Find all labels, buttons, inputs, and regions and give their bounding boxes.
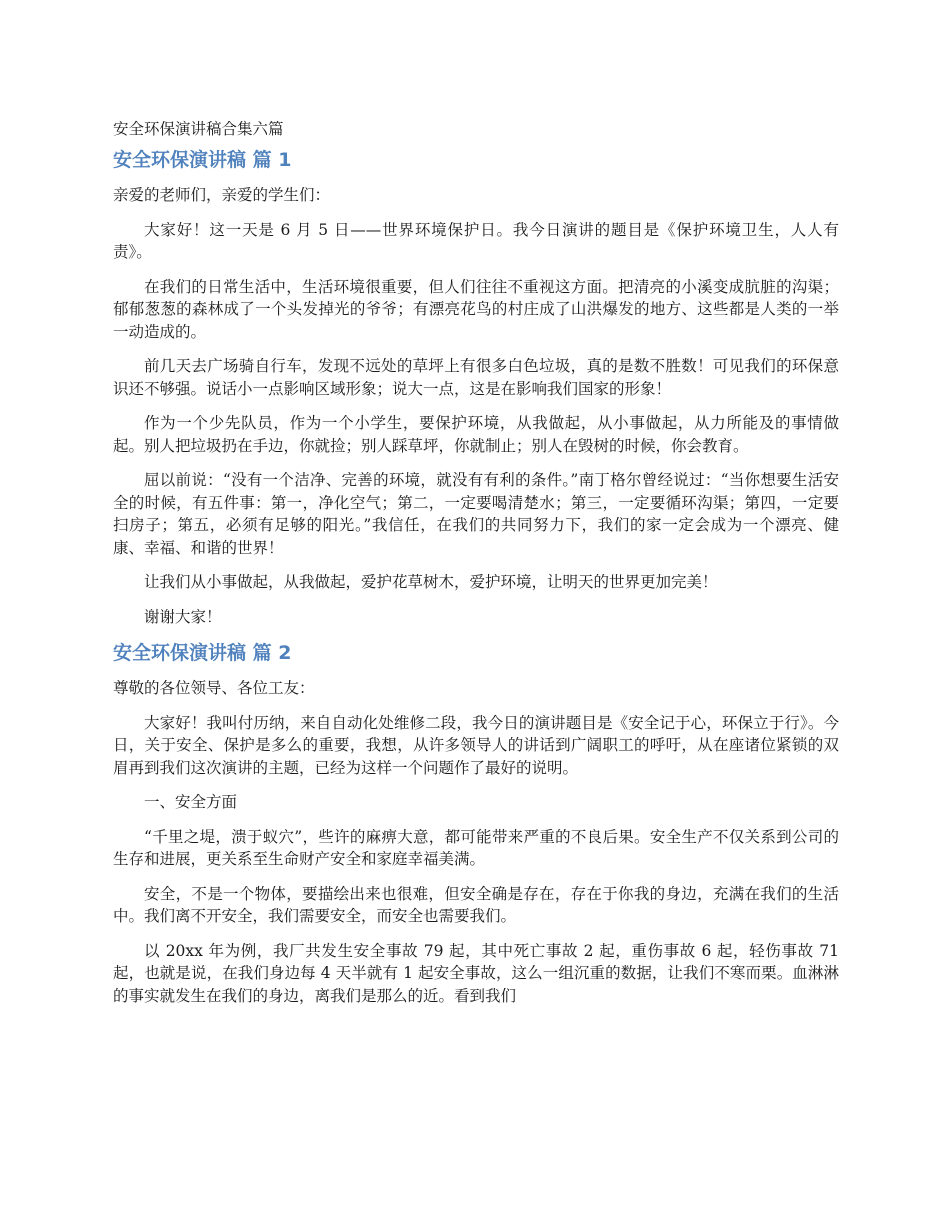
- body-paragraph: 大家好！我叫付历纳，来自自动化处维修二段，我今日的演讲题目是《安全记于心，环保立于行》。今日，关于安全、保护是多么的重要，我想，从许多领导人的讲话到广阔职工的呼吁，从在座诸位紧锁的双眉再到我们这次演讲的主题，已经为这样一个问题作了最好的说明。: [113, 713, 839, 777]
- document-page: [113, 118, 839, 1019]
- body-paragraph: 在我们的日常生活中，生活环境很重要，但人们往往不重视这方面。把清亮的小溪变成肮脏的沟渠；郁郁葱葱的森林成了一个头发掉光的爷爷；有漂亮花鸟的村庄成了山洪爆发的地方、这些都是人类的一举一动造成的。: [113, 277, 839, 341]
- closing-paragraph: 谢谢大家！: [144, 607, 222, 626]
- body-paragraph: 前几天去广场骑自行车，发现不远处的草坪上有很多白色垃圾，真的是数不胜数！可见我们的环保意识还不够强。说话小一点影响区域形象；说大一点，这是在影响我们国家的形象！: [113, 357, 839, 398]
- greeting-paragraph: 尊敬的各位领导、各位工友：: [113, 679, 315, 697]
- section-heading: 安全环保演讲稿 篇 1: [113, 149, 292, 171]
- body-paragraph: 大家好！这一天是 6 月 5 日——世界环境保护日。我今日演讲的题目是《保护环境卫生，人人有责》。: [113, 220, 839, 261]
- speech-section-2: [113, 640, 839, 1007]
- section-heading: 安全环保演讲稿 篇 2: [113, 642, 292, 664]
- speech-section-1: [113, 147, 839, 628]
- subheading-paragraph: 一、安全方面: [144, 793, 238, 811]
- greeting-paragraph: 亲爱的老师们，亲爱的学生们：: [113, 186, 331, 204]
- body-paragraph: 让我们从小事做起，从我做起，爱护花草树木，爱护环境，让明天的世界更加完美！: [144, 573, 718, 591]
- body-paragraph: 屈以前说：“没有一个洁净、完善的环境，就没有有利的条件。”南丁格尔曾经说过：“当你想要生活安全的时候，有五件事：第一，净化空气；第二，一定要喝清楚水；第三，一定要循环沟渠；第四，一定要扫房子；第五，必须有足够的阳光。”我信任，在我们的共同努力下，我们的家一定会成为一个漂亮、健康、幸福、和谐的世界！: [113, 471, 839, 557]
- body-paragraph: “千里之堤，溃于蚁穴”，些许的麻痹大意，都可能带来严重的不良后果。安全生产不仅关系到公司的生存和进展，更关系至生命财产安全和家庭幸福美满。: [113, 827, 839, 868]
- body-paragraph: 以 20xx 年为例，我厂共发生安全事故 79 起，其中死亡事故 2 起，重伤事故 6 起，轻伤事故 71 起，也就是说，在我们身边每 4 天半就有 1 起安全事故，这么一组沉重的数据，让我们不寒而栗。血淋淋的事实就发生在我们的身边，离我们是那么的近。看到我们: [113, 941, 839, 1005]
- document-title: 安全环保演讲稿合集六篇: [113, 120, 284, 138]
- body-paragraph: 作为一个少先队员，作为一个小学生，要保护环境，从我做起，从小事做起，从力所能及的事情做起。别人把垃圾扔在手边，你就捡；别人踩草坪，你就制止；别人在毁树的时候，你会教育。: [113, 414, 839, 455]
- body-paragraph: 安全，不是一个物体，要描绘出来也很难，但安全确是存在，存在于你我的身边，充满在我们的生活中。我们离不开安全，我们需要安全，而安全也需要我们。: [113, 884, 839, 925]
